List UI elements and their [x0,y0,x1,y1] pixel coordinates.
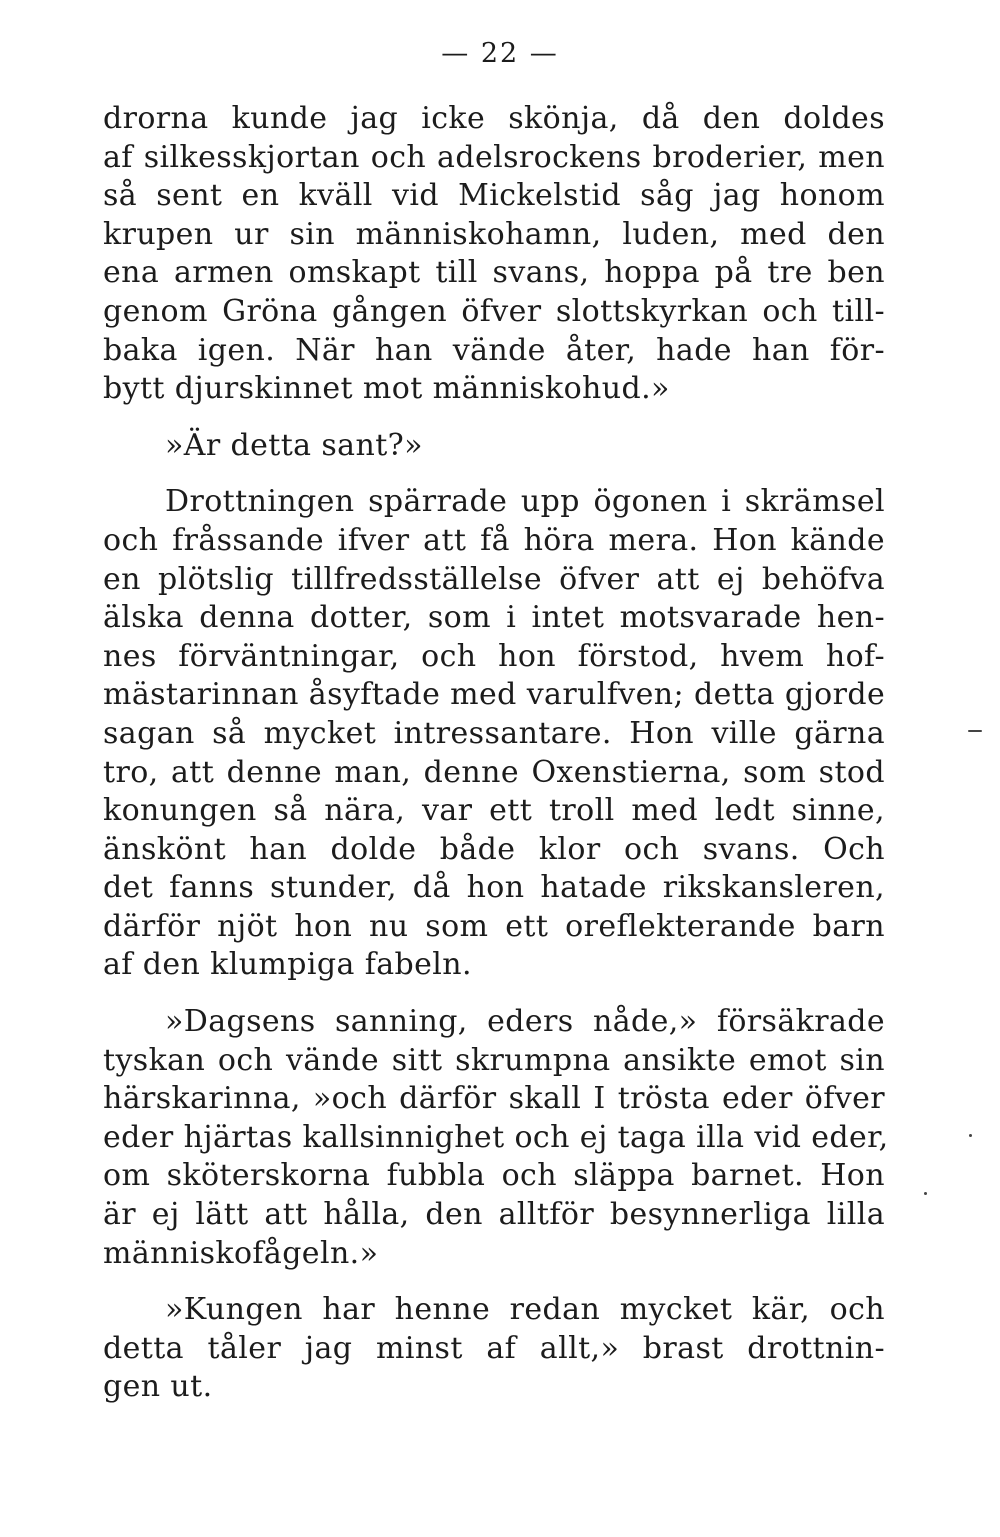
paragraph-3 [103,483,885,985]
text-line: krupen ur sin människohamn, luden, med den [103,216,885,252]
margin-mark [968,730,982,732]
text-line: mästarinnan åsyftade med varulfven; detta gjorde [103,677,886,713]
text-line: drorna kunde jag icke skönja, då den doldes [103,101,885,136]
text-line: tro, att denne man, denne Oxenstierna, som stod [103,754,885,790]
text-line: eder hjärtas kallsinnighet och ej taga illa vid eder, [103,1119,889,1155]
text-line: änskönt han dolde både klor och svans. Och [103,831,885,867]
text-line: »Kungen har henne redan mycket kär, och [165,1292,885,1328]
text-line: och fråssande ifver att få höra mera. Hon kände [103,522,885,558]
text-line: »Är detta sant?» [165,427,423,463]
text-line: härskarinna, »och därför skall I trösta eder öfver [103,1081,885,1117]
paragraph-4 [103,1003,889,1273]
text-line: gen ut. [103,1369,213,1405]
paragraph-gap [103,409,885,427]
margin-mark [969,1134,972,1137]
text-line: af silkesskjortan och adelsrockens broderier, men [103,139,885,175]
text-line: så sent en kväll vid Mickelstid såg jag honom [103,178,885,214]
text-line: är ej lätt att hålla, den alltför besynnerliga lilla [103,1197,885,1233]
page-number: — 22 — [441,38,559,69]
paragraph-1 [103,100,885,409]
text-line: ena armen omskapt till svans, hoppa på tre ben [103,255,885,291]
text-line: det fanns stunder, då hon hatade rikskansleren, [103,870,885,906]
paragraph-5 [103,1291,885,1407]
paragraph-2 [103,427,885,466]
margin-mark [924,1192,927,1195]
text-line: bytt djurskinnet mot människohud.» [103,371,670,407]
text-line: konungen så nära, var ett troll med ledt sinne, [103,793,885,829]
text-line: detta tåler jag minst af allt,» brast drottnin- [103,1330,885,1366]
text-line: en plötslig tillfredsställelse öfver att ej behöfva [103,561,885,597]
text-line: Drottningen spärrade upp ögonen i skrämsel [165,484,885,520]
paragraph-gap [103,465,885,483]
body-text [103,100,889,1407]
text-line: människofågeln.» [103,1235,379,1271]
text-line: baka igen. När han vände åter, hade han för- [103,332,885,368]
text-line: älska denna dotter, som i intet motsvarade hen- [103,600,885,636]
text-line: sagan så mycket intressantare. Hon ville gärna [103,715,885,751]
text-line: genom Gröna gången öfver slottskyrkan och till- [103,293,885,329]
text-line: nes förväntningar, och hon förstod, hvem hof- [103,638,885,674]
text-line: därför njöt hon nu som ett oreflekterande barn [103,908,885,944]
text-line: af den klumpiga fabeln. [103,947,472,983]
paragraph-gap [103,1273,885,1291]
text-line: »Dagsens sanning, eders nåde,» försäkrade [165,1004,885,1040]
paragraph-gap [103,985,885,1003]
text-line: om sköterskorna fubbla och släppa barnet. Hon [103,1158,885,1194]
text-line: tyskan och vände sitt skrumpna ansikte emot sin [103,1042,885,1078]
